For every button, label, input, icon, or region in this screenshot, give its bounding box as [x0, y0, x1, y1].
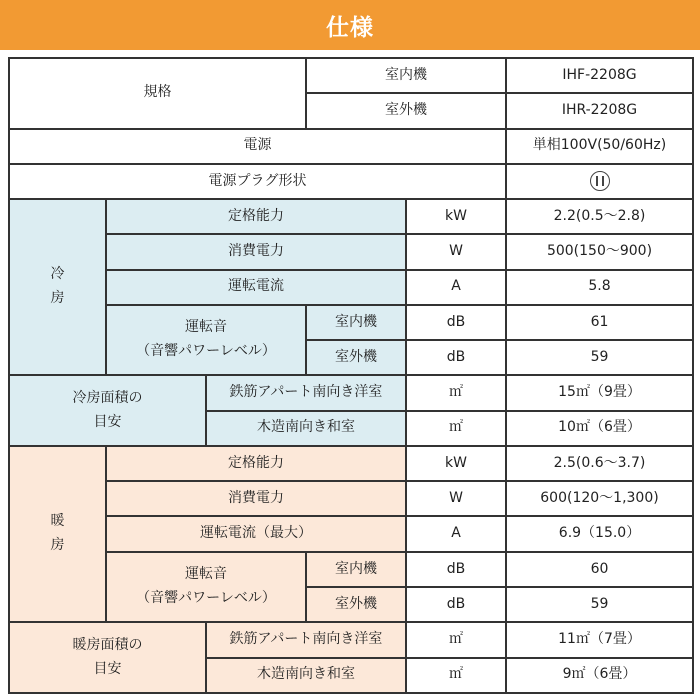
heating-current-value: 6.9（15.0） [506, 516, 693, 551]
cooling-current-label: 運転電流 [106, 270, 406, 305]
table-row [9, 446, 693, 481]
spec-indoor-label: 室内機 [306, 58, 506, 93]
heating-section-label: 暖 房 [9, 446, 106, 622]
heating-area-rc-value: 11㎡（7畳） [506, 622, 693, 657]
table-row [9, 375, 693, 410]
table-row [9, 164, 693, 199]
heating-power-consumption-label: 消費電力 [106, 481, 406, 516]
heating-noise-indoor-value: 60 [506, 552, 693, 587]
heating-rated-capacity-value: 2.5(0.6～3.7) [506, 446, 693, 481]
cooling-current-unit: A [406, 270, 506, 305]
spec-indoor-model: IHF-2208G [506, 58, 693, 93]
cooling-noise-outdoor-label: 室外機 [306, 340, 406, 375]
cooling-area-rc-value: 15㎡（9畳） [506, 375, 693, 410]
table-row [9, 199, 693, 234]
cooling-rated-capacity-value: 2.2(0.5～2.8) [506, 199, 693, 234]
cooling-power-consumption-label: 消費電力 [106, 234, 406, 269]
table-row [9, 481, 693, 516]
spec-power-value: 単相100V(50/60Hz) [506, 129, 693, 164]
heating-area-rc-label: 鉄筋アパート南向き洋室 [206, 622, 406, 657]
heating-current-label: 運転電流（最大） [106, 516, 406, 551]
cooling-area-wood-value: 10㎡（6畳） [506, 411, 693, 446]
table-row [9, 234, 693, 269]
table-row [9, 552, 693, 587]
heating-power-consumption-unit: W [406, 481, 506, 516]
cooling-area-label: 冷房面積の 目安 [9, 375, 206, 446]
heating-area-wood-unit: ㎡ [406, 658, 506, 693]
cooling-noise-indoor-unit: dB [406, 305, 506, 340]
spec-plug-cell [506, 164, 693, 199]
heating-noise-outdoor-label: 室外機 [306, 587, 406, 622]
spec-outdoor-label: 室外機 [306, 93, 506, 128]
cooling-power-consumption-value: 500(150～900) [506, 234, 693, 269]
spec-plug-label: 電源プラグ形状 [9, 164, 506, 199]
cooling-power-consumption-unit: W [406, 234, 506, 269]
cooling-noise-outdoor-value: 59 [506, 340, 693, 375]
cooling-rated-capacity-unit: kW [406, 199, 506, 234]
table-row [9, 270, 693, 305]
page-title: 仕様 [326, 14, 374, 41]
heating-area-wood-value: 9㎡（6畳） [506, 658, 693, 693]
table-row [9, 129, 693, 164]
table-row [9, 516, 693, 551]
heating-power-consumption-value: 600(120～1,300) [506, 481, 693, 516]
heating-area-wood-label: 木造南向き和室 [206, 658, 406, 693]
table-row [9, 305, 693, 340]
heating-noise-outdoor-value: 59 [506, 587, 693, 622]
cooling-noise-indoor-value: 61 [506, 305, 693, 340]
heating-area-label: 暖房面積の 目安 [9, 622, 206, 693]
page-header [0, 0, 700, 50]
cooling-area-rc-unit: ㎡ [406, 375, 506, 410]
heating-noise-indoor-unit: dB [406, 552, 506, 587]
heating-area-rc-unit: ㎡ [406, 622, 506, 657]
cooling-noise-label: 運転音 （音響パワーレベル） [106, 305, 306, 376]
cooling-noise-indoor-label: 室内機 [306, 305, 406, 340]
cooling-noise-outdoor-unit: dB [406, 340, 506, 375]
table-row [9, 58, 693, 93]
cooling-rated-capacity-label: 定格能力 [106, 199, 406, 234]
cooling-area-wood-unit: ㎡ [406, 411, 506, 446]
heating-rated-capacity-label: 定格能力 [106, 446, 406, 481]
spec-table [8, 57, 694, 694]
cooling-current-value: 5.8 [506, 270, 693, 305]
spec-outdoor-model: IHR-2208G [506, 93, 693, 128]
heating-rated-capacity-unit: kW [406, 446, 506, 481]
heating-noise-indoor-label: 室内機 [306, 552, 406, 587]
spec-kikaku-label: 規格 [9, 58, 306, 129]
cooling-section-label: 冷 房 [9, 199, 106, 375]
cooling-area-wood-label: 木造南向き和室 [206, 411, 406, 446]
plug-outlet-icon [590, 171, 610, 191]
heating-noise-label: 運転音 （音響パワーレベル） [106, 552, 306, 623]
table-row [9, 622, 693, 657]
heating-noise-outdoor-unit: dB [406, 587, 506, 622]
heating-current-unit: A [406, 516, 506, 551]
spec-power-label: 電源 [9, 129, 506, 164]
cooling-area-rc-label: 鉄筋アパート南向き洋室 [206, 375, 406, 410]
